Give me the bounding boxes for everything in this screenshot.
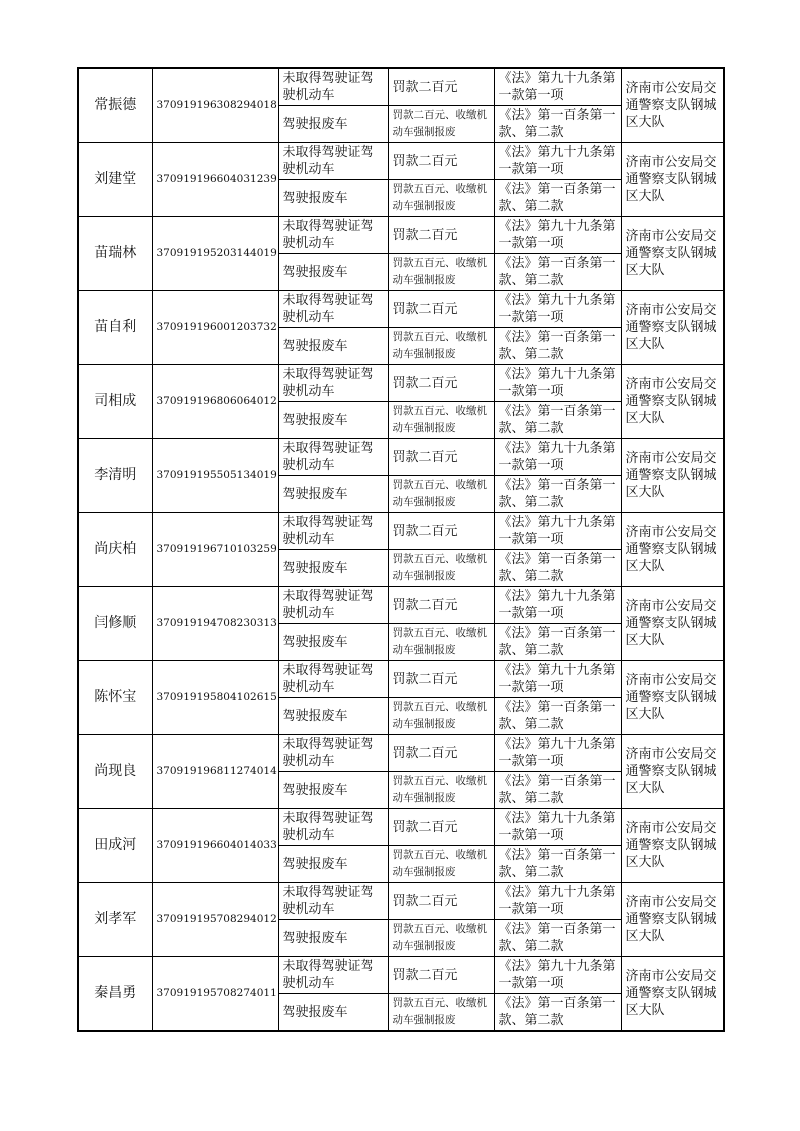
agency-cell: 济南市公安局交通警察支队钢城区大队 (621, 291, 724, 365)
agency-cell: 济南市公安局交通警察支队钢城区大队 (621, 957, 724, 1032)
table-row (78, 439, 724, 476)
person-name: 常振德 (78, 68, 152, 143)
penalty-cell: 罚款五百元、收缴机动车强制报废 (388, 402, 494, 439)
offense-cell: 驾驶报废车 (278, 994, 388, 1032)
offense-cell: 驾驶报废车 (278, 254, 388, 291)
offense-cell: 驾驶报废车 (278, 180, 388, 217)
penalty-cell: 罚款五百元、收缴机动车强制报废 (388, 624, 494, 661)
offense-cell: 未取得驾驶证驾驶机动车 (278, 291, 388, 328)
agency-cell: 济南市公安局交通警察支队钢城区大队 (621, 513, 724, 587)
agency-cell: 济南市公安局交通警察支队钢城区大队 (621, 439, 724, 513)
penalty-cell: 罚款二百元、收缴机动车强制报废 (388, 106, 494, 143)
law-basis-cell: 《法》第九十九条第一款第一项 (494, 68, 621, 106)
id-number: 370919196710103259 (152, 513, 278, 587)
agency-cell: 济南市公安局交通警察支队钢城区大队 (621, 143, 724, 217)
offense-cell: 未取得驾驶证驾驶机动车 (278, 735, 388, 772)
law-basis-cell: 《法》第九十九条第一款第一项 (494, 883, 621, 920)
penalty-cell: 罚款五百元、收缴机动车强制报废 (388, 180, 494, 217)
offense-cell: 未取得驾驶证驾驶机动车 (278, 513, 388, 550)
person-name: 李清明 (78, 439, 152, 513)
offense-cell: 未取得驾驶证驾驶机动车 (278, 365, 388, 402)
penalty-cell: 罚款二百元 (388, 513, 494, 550)
agency-cell: 济南市公安局交通警察支队钢城区大队 (621, 661, 724, 735)
penalty-cell: 罚款二百元 (388, 291, 494, 328)
id-number: 370919195708294012 (152, 883, 278, 957)
person-name: 苗自利 (78, 291, 152, 365)
offense-cell: 未取得驾驶证驾驶机动车 (278, 217, 388, 254)
table-row (78, 809, 724, 846)
agency-cell: 济南市公安局交通警察支队钢城区大队 (621, 68, 724, 143)
law-basis-cell: 《法》第九十九条第一款第一项 (494, 143, 621, 180)
penalty-cell: 罚款五百元、收缴机动车强制报废 (388, 920, 494, 957)
offense-cell: 未取得驾驶证驾驶机动车 (278, 143, 388, 180)
penalty-cell: 罚款五百元、收缴机动车强制报废 (388, 994, 494, 1032)
table-row (78, 143, 724, 180)
person-name: 刘建堂 (78, 143, 152, 217)
offense-cell: 未取得驾驶证驾驶机动车 (278, 809, 388, 846)
penalty-cell: 罚款二百元 (388, 365, 494, 402)
offense-cell: 驾驶报废车 (278, 550, 388, 587)
law-basis-cell: 《法》第一百条第一款、第二款 (494, 994, 621, 1032)
offense-cell: 驾驶报废车 (278, 624, 388, 661)
penalty-cell: 罚款二百元 (388, 587, 494, 624)
agency-cell: 济南市公安局交通警察支队钢城区大队 (621, 365, 724, 439)
law-basis-cell: 《法》第一百条第一款、第二款 (494, 772, 621, 809)
law-basis-cell: 《法》第一百条第一款、第二款 (494, 476, 621, 513)
agency-cell: 济南市公安局交通警察支队钢城区大队 (621, 217, 724, 291)
offense-cell: 未取得驾驶证驾驶机动车 (278, 439, 388, 476)
id-number: 370919194708230313 (152, 587, 278, 661)
id-number: 370919196604014033 (152, 809, 278, 883)
law-basis-cell: 《法》第九十九条第一款第一项 (494, 735, 621, 772)
table-row (78, 217, 724, 254)
person-name: 闫修顺 (78, 587, 152, 661)
law-basis-cell: 《法》第九十九条第一款第一项 (494, 439, 621, 476)
offense-cell: 驾驶报废车 (278, 106, 388, 143)
id-number: 370919195804102615 (152, 661, 278, 735)
law-basis-cell: 《法》第九十九条第一款第一项 (494, 587, 621, 624)
penalty-cell: 罚款二百元 (388, 957, 494, 994)
law-basis-cell: 《法》第九十九条第一款第一项 (494, 217, 621, 254)
id-number: 370919195708274011 (152, 957, 278, 1032)
person-name: 刘孝军 (78, 883, 152, 957)
id-number: 370919196001203732 (152, 291, 278, 365)
table-row (78, 957, 724, 994)
law-basis-cell: 《法》第九十九条第一款第一项 (494, 365, 621, 402)
penalty-cell: 罚款五百元、收缴机动车强制报废 (388, 476, 494, 513)
id-number: 370919196811274014 (152, 735, 278, 809)
table-row (78, 735, 724, 772)
law-basis-cell: 《法》第一百条第一款、第二款 (494, 846, 621, 883)
law-basis-cell: 《法》第一百条第一款、第二款 (494, 328, 621, 365)
offense-cell: 未取得驾驶证驾驶机动车 (278, 883, 388, 920)
person-name: 司相成 (78, 365, 152, 439)
offense-cell: 未取得驾驶证驾驶机动车 (278, 587, 388, 624)
table-row (78, 661, 724, 698)
law-basis-cell: 《法》第九十九条第一款第一项 (494, 809, 621, 846)
table-row (78, 365, 724, 402)
agency-cell: 济南市公安局交通警察支队钢城区大队 (621, 883, 724, 957)
penalty-cell: 罚款二百元 (388, 661, 494, 698)
law-basis-cell: 《法》第一百条第一款、第二款 (494, 624, 621, 661)
offense-cell: 未取得驾驶证驾驶机动车 (278, 68, 388, 106)
penalty-cell: 罚款五百元、收缴机动车强制报废 (388, 698, 494, 735)
offense-cell: 驾驶报废车 (278, 846, 388, 883)
law-basis-cell: 《法》第一百条第一款、第二款 (494, 106, 621, 143)
law-basis-cell: 《法》第九十九条第一款第一项 (494, 291, 621, 328)
penalty-cell: 罚款五百元、收缴机动车强制报废 (388, 772, 494, 809)
table-row (78, 587, 724, 624)
person-name: 苗瑞林 (78, 217, 152, 291)
offense-cell: 未取得驾驶证驾驶机动车 (278, 957, 388, 994)
penalty-cell: 罚款二百元 (388, 809, 494, 846)
id-number: 370919195203144019 (152, 217, 278, 291)
person-name: 尚现良 (78, 735, 152, 809)
id-number: 370919196308294018 (152, 68, 278, 143)
penalty-cell: 罚款二百元 (388, 735, 494, 772)
id-number: 370919195505134019 (152, 439, 278, 513)
law-basis-cell: 《法》第一百条第一款、第二款 (494, 402, 621, 439)
law-basis-cell: 《法》第九十九条第一款第一项 (494, 661, 621, 698)
penalty-cell: 罚款二百元 (388, 143, 494, 180)
offense-cell: 驾驶报废车 (278, 772, 388, 809)
person-name: 尚庆柏 (78, 513, 152, 587)
law-basis-cell: 《法》第一百条第一款、第二款 (494, 698, 621, 735)
agency-cell: 济南市公安局交通警察支队钢城区大队 (621, 809, 724, 883)
id-number: 370919196604031239 (152, 143, 278, 217)
law-basis-cell: 《法》第一百条第一款、第二款 (494, 550, 621, 587)
law-basis-cell: 《法》第一百条第一款、第二款 (494, 920, 621, 957)
person-name: 秦昌勇 (78, 957, 152, 1032)
law-basis-cell: 《法》第九十九条第一款第一项 (494, 957, 621, 994)
agency-cell: 济南市公安局交通警察支队钢城区大队 (621, 735, 724, 809)
agency-cell: 济南市公安局交通警察支队钢城区大队 (621, 587, 724, 661)
law-basis-cell: 《法》第一百条第一款、第二款 (494, 180, 621, 217)
penalty-cell: 罚款五百元、收缴机动车强制报废 (388, 846, 494, 883)
table-row (78, 513, 724, 550)
penalty-cell: 罚款二百元 (388, 217, 494, 254)
penalty-cell: 罚款五百元、收缴机动车强制报废 (388, 254, 494, 291)
offense-cell: 驾驶报废车 (278, 920, 388, 957)
violation-table (77, 67, 725, 1032)
offense-cell: 驾驶报废车 (278, 328, 388, 365)
person-name: 陈怀宝 (78, 661, 152, 735)
law-basis-cell: 《法》第九十九条第一款第一项 (494, 513, 621, 550)
offense-cell: 驾驶报废车 (278, 402, 388, 439)
penalty-cell: 罚款五百元、收缴机动车强制报废 (388, 328, 494, 365)
person-name: 田成河 (78, 809, 152, 883)
penalty-cell: 罚款二百元 (388, 883, 494, 920)
id-number: 370919196806064012 (152, 365, 278, 439)
table-row (78, 883, 724, 920)
table-row (78, 291, 724, 328)
penalty-cell: 罚款二百元 (388, 439, 494, 476)
offense-cell: 驾驶报废车 (278, 698, 388, 735)
penalty-cell: 罚款二百元 (388, 68, 494, 106)
penalty-cell: 罚款五百元、收缴机动车强制报废 (388, 550, 494, 587)
table-row (78, 68, 724, 106)
law-basis-cell: 《法》第一百条第一款、第二款 (494, 254, 621, 291)
offense-cell: 未取得驾驶证驾驶机动车 (278, 661, 388, 698)
offense-cell: 驾驶报废车 (278, 476, 388, 513)
